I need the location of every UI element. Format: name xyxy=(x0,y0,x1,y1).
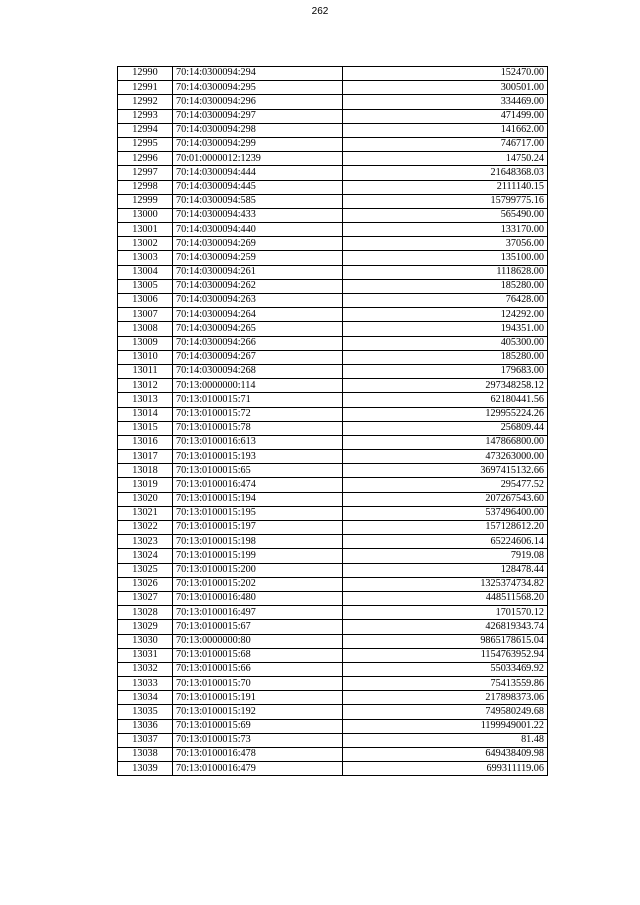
table-row xyxy=(118,194,548,208)
value-cell: 1154763952.94 xyxy=(343,648,548,662)
table-row xyxy=(118,364,548,378)
cadastral-number-cell: 70:14:0300094:440 xyxy=(173,223,343,237)
cadastral-number-cell: 70:14:0300094:268 xyxy=(173,364,343,378)
cadastral-number-cell: 70:14:0300094:262 xyxy=(173,279,343,293)
value-cell: 537496400.00 xyxy=(343,506,548,520)
cadastral-number-cell: 70:01:0000012:1239 xyxy=(173,152,343,166)
value-cell: 3697415132.66 xyxy=(343,464,548,478)
row-number-cell: 13012 xyxy=(118,379,173,393)
table-row xyxy=(118,407,548,421)
row-number-cell: 13010 xyxy=(118,350,173,364)
table-row xyxy=(118,606,548,620)
table-row xyxy=(118,180,548,194)
cadastral-number-cell: 70:13:0100015:73 xyxy=(173,733,343,747)
row-number-cell: 13038 xyxy=(118,748,173,762)
cadastral-number-cell: 70:14:0300094:585 xyxy=(173,194,343,208)
cadastral-number-cell: 70:13:0100015:68 xyxy=(173,648,343,662)
value-cell: 473263000.00 xyxy=(343,450,548,464)
row-number-cell: 13000 xyxy=(118,208,173,222)
cadastral-number-cell: 70:14:0300094:264 xyxy=(173,308,343,322)
row-number-cell: 13039 xyxy=(118,762,173,776)
table-row xyxy=(118,350,548,364)
value-cell: 128478.44 xyxy=(343,563,548,577)
table-row xyxy=(118,81,548,95)
table-row xyxy=(118,152,548,166)
row-number-cell: 13026 xyxy=(118,577,173,591)
row-number-cell: 13037 xyxy=(118,733,173,747)
value-cell: 1325374734.82 xyxy=(343,577,548,591)
table-row xyxy=(118,137,548,151)
row-number-cell: 13032 xyxy=(118,662,173,676)
page-number: 262 xyxy=(311,6,329,17)
row-number-cell: 13025 xyxy=(118,563,173,577)
table-row xyxy=(118,705,548,719)
row-number-cell: 13034 xyxy=(118,691,173,705)
table-row xyxy=(118,223,548,237)
value-cell: 405300.00 xyxy=(343,336,548,350)
table-row xyxy=(118,322,548,336)
cadastral-number-cell: 70:14:0300094:298 xyxy=(173,123,343,137)
cadastral-number-cell: 70:13:0100015:69 xyxy=(173,719,343,733)
value-cell: 15799775.16 xyxy=(343,194,548,208)
value-cell: 194351.00 xyxy=(343,322,548,336)
cadastral-number-cell: 70:14:0300094:295 xyxy=(173,81,343,95)
row-number-cell: 12994 xyxy=(118,123,173,137)
value-cell: 9865178615.04 xyxy=(343,634,548,648)
table-row xyxy=(118,691,548,705)
table-row xyxy=(118,123,548,137)
cadastral-number-cell: 70:14:0300094:299 xyxy=(173,137,343,151)
cadastral-number-cell: 70:13:0100015:72 xyxy=(173,407,343,421)
cadastral-number-cell: 70:13:0100015:191 xyxy=(173,691,343,705)
table-row xyxy=(118,521,548,535)
cadastral-number-cell: 70:13:0100015:198 xyxy=(173,535,343,549)
value-cell: 448511568.20 xyxy=(343,591,548,605)
value-cell: 185280.00 xyxy=(343,279,548,293)
row-number-cell: 13004 xyxy=(118,265,173,279)
row-number-cell: 12992 xyxy=(118,95,173,109)
cadastral-number-cell: 70:14:0300094:445 xyxy=(173,180,343,194)
cadastral-number-cell: 70:13:0100015:197 xyxy=(173,521,343,535)
value-cell: 141662.00 xyxy=(343,123,548,137)
row-number-cell: 13030 xyxy=(118,634,173,648)
table-row xyxy=(118,748,548,762)
table-row xyxy=(118,450,548,464)
cadastral-number-cell: 70:14:0300094:267 xyxy=(173,350,343,364)
cadastral-number-cell: 70:13:0100015:199 xyxy=(173,549,343,563)
table-row xyxy=(118,648,548,662)
value-cell: 14750.24 xyxy=(343,152,548,166)
table-row xyxy=(118,762,548,776)
row-number-cell: 13028 xyxy=(118,606,173,620)
table-row xyxy=(118,294,548,308)
table-row xyxy=(118,393,548,407)
row-number-cell: 12998 xyxy=(118,180,173,194)
cadastral-number-cell: 70:13:0100016:474 xyxy=(173,478,343,492)
row-number-cell: 13029 xyxy=(118,620,173,634)
table-row xyxy=(118,464,548,478)
cadastral-number-cell: 70:13:0100015:193 xyxy=(173,450,343,464)
value-cell: 1118628.00 xyxy=(343,265,548,279)
row-number-cell: 13013 xyxy=(118,393,173,407)
cadastral-number-cell: 70:13:0100015:202 xyxy=(173,577,343,591)
cadastral-number-cell: 70:13:0000000:80 xyxy=(173,634,343,648)
table-row xyxy=(118,67,548,81)
cadastral-number-cell: 70:13:0100015:65 xyxy=(173,464,343,478)
value-cell: 699311119.06 xyxy=(343,762,548,776)
value-cell: 179683.00 xyxy=(343,364,548,378)
table-row xyxy=(118,577,548,591)
table-row xyxy=(118,549,548,563)
value-cell: 746717.00 xyxy=(343,137,548,151)
cadastral-number-cell: 70:13:0100016:480 xyxy=(173,591,343,605)
cadastral-number-cell: 70:13:0100016:613 xyxy=(173,435,343,449)
registry-table xyxy=(117,66,548,776)
value-cell: 21648368.03 xyxy=(343,166,548,180)
row-number-cell: 13009 xyxy=(118,336,173,350)
value-cell: 217898373.06 xyxy=(343,691,548,705)
value-cell: 65224606.14 xyxy=(343,535,548,549)
cadastral-number-cell: 70:13:0100016:479 xyxy=(173,762,343,776)
table-row xyxy=(118,733,548,747)
table-row xyxy=(118,308,548,322)
value-cell: 133170.00 xyxy=(343,223,548,237)
value-cell: 81.48 xyxy=(343,733,548,747)
cadastral-number-cell: 70:13:0100015:67 xyxy=(173,620,343,634)
table-row xyxy=(118,634,548,648)
table-row xyxy=(118,662,548,676)
table-row xyxy=(118,379,548,393)
value-cell: 649438409.98 xyxy=(343,748,548,762)
row-number-cell: 13007 xyxy=(118,308,173,322)
row-number-cell: 13001 xyxy=(118,223,173,237)
row-number-cell: 13019 xyxy=(118,478,173,492)
row-number-cell: 13002 xyxy=(118,237,173,251)
row-number-cell: 13006 xyxy=(118,294,173,308)
value-cell: 37056.00 xyxy=(343,237,548,251)
table-body xyxy=(118,67,548,776)
table-row xyxy=(118,208,548,222)
table-row xyxy=(118,535,548,549)
value-cell: 297348258.12 xyxy=(343,379,548,393)
row-number-cell: 12995 xyxy=(118,137,173,151)
value-cell: 334469.00 xyxy=(343,95,548,109)
value-cell: 75413559.86 xyxy=(343,677,548,691)
value-cell: 256809.44 xyxy=(343,421,548,435)
value-cell: 1701570.12 xyxy=(343,606,548,620)
row-number-cell: 13016 xyxy=(118,435,173,449)
row-number-cell: 13008 xyxy=(118,322,173,336)
cadastral-number-cell: 70:13:0100015:66 xyxy=(173,662,343,676)
value-cell: 147866800.00 xyxy=(343,435,548,449)
table-row xyxy=(118,95,548,109)
cadastral-number-cell: 70:13:0000000:114 xyxy=(173,379,343,393)
table-row xyxy=(118,166,548,180)
table-row xyxy=(118,620,548,634)
value-cell: 471499.00 xyxy=(343,109,548,123)
row-number-cell: 13035 xyxy=(118,705,173,719)
value-cell: 76428.00 xyxy=(343,294,548,308)
value-cell: 135100.00 xyxy=(343,251,548,265)
cadastral-number-cell: 70:14:0300094:444 xyxy=(173,166,343,180)
value-cell: 185280.00 xyxy=(343,350,548,364)
cadastral-number-cell: 70:14:0300094:296 xyxy=(173,95,343,109)
value-cell: 152470.00 xyxy=(343,67,548,81)
row-number-cell: 13017 xyxy=(118,450,173,464)
row-number-cell: 12993 xyxy=(118,109,173,123)
value-cell: 157128612.20 xyxy=(343,521,548,535)
row-number-cell: 13023 xyxy=(118,535,173,549)
row-number-cell: 13020 xyxy=(118,492,173,506)
cadastral-number-cell: 70:14:0300094:266 xyxy=(173,336,343,350)
table-row xyxy=(118,563,548,577)
table-row xyxy=(118,421,548,435)
cadastral-number-cell: 70:14:0300094:294 xyxy=(173,67,343,81)
value-cell: 749580249.68 xyxy=(343,705,548,719)
cadastral-number-cell: 70:13:0100015:194 xyxy=(173,492,343,506)
row-number-cell: 12990 xyxy=(118,67,173,81)
table-row xyxy=(118,478,548,492)
row-number-cell: 13033 xyxy=(118,677,173,691)
cadastral-number-cell: 70:13:0100016:478 xyxy=(173,748,343,762)
table-row xyxy=(118,506,548,520)
table-row xyxy=(118,251,548,265)
cadastral-number-cell: 70:13:0100016:497 xyxy=(173,606,343,620)
row-number-cell: 13024 xyxy=(118,549,173,563)
cadastral-number-cell: 70:14:0300094:259 xyxy=(173,251,343,265)
table-row xyxy=(118,109,548,123)
cadastral-number-cell: 70:13:0100015:192 xyxy=(173,705,343,719)
value-cell: 7919.08 xyxy=(343,549,548,563)
cadastral-number-cell: 70:14:0300094:433 xyxy=(173,208,343,222)
table-row xyxy=(118,435,548,449)
table-row xyxy=(118,719,548,733)
row-number-cell: 13021 xyxy=(118,506,173,520)
row-number-cell: 13003 xyxy=(118,251,173,265)
table-row xyxy=(118,492,548,506)
value-cell: 55033469.92 xyxy=(343,662,548,676)
table-row xyxy=(118,591,548,605)
table-row xyxy=(118,237,548,251)
table-row xyxy=(118,336,548,350)
cadastral-number-cell: 70:14:0300094:265 xyxy=(173,322,343,336)
row-number-cell: 12997 xyxy=(118,166,173,180)
row-number-cell: 13031 xyxy=(118,648,173,662)
row-number-cell: 13022 xyxy=(118,521,173,535)
row-number-cell: 13005 xyxy=(118,279,173,293)
table-row xyxy=(118,265,548,279)
table-row xyxy=(118,677,548,691)
cadastral-number-cell: 70:13:0100015:195 xyxy=(173,506,343,520)
value-cell: 129955224.26 xyxy=(343,407,548,421)
value-cell: 300501.00 xyxy=(343,81,548,95)
row-number-cell: 13027 xyxy=(118,591,173,605)
row-number-cell: 12999 xyxy=(118,194,173,208)
row-number-cell: 13015 xyxy=(118,421,173,435)
cadastral-number-cell: 70:13:0100015:200 xyxy=(173,563,343,577)
cadastral-number-cell: 70:13:0100015:71 xyxy=(173,393,343,407)
cadastral-number-cell: 70:14:0300094:297 xyxy=(173,109,343,123)
row-number-cell: 13036 xyxy=(118,719,173,733)
row-number-cell: 13011 xyxy=(118,364,173,378)
value-cell: 2111140.15 xyxy=(343,180,548,194)
row-number-cell: 12991 xyxy=(118,81,173,95)
cadastral-number-cell: 70:14:0300094:261 xyxy=(173,265,343,279)
value-cell: 1199949001.22 xyxy=(343,719,548,733)
value-cell: 426819343.74 xyxy=(343,620,548,634)
value-cell: 124292.00 xyxy=(343,308,548,322)
value-cell: 207267543.60 xyxy=(343,492,548,506)
row-number-cell: 13014 xyxy=(118,407,173,421)
row-number-cell: 12996 xyxy=(118,152,173,166)
value-cell: 295477.52 xyxy=(343,478,548,492)
cadastral-number-cell: 70:13:0100015:78 xyxy=(173,421,343,435)
cadastral-number-cell: 70:13:0100015:70 xyxy=(173,677,343,691)
value-cell: 565490.00 xyxy=(343,208,548,222)
row-number-cell: 13018 xyxy=(118,464,173,478)
table-row xyxy=(118,279,548,293)
value-cell: 62180441.56 xyxy=(343,393,548,407)
cadastral-number-cell: 70:14:0300094:263 xyxy=(173,294,343,308)
cadastral-number-cell: 70:14:0300094:269 xyxy=(173,237,343,251)
